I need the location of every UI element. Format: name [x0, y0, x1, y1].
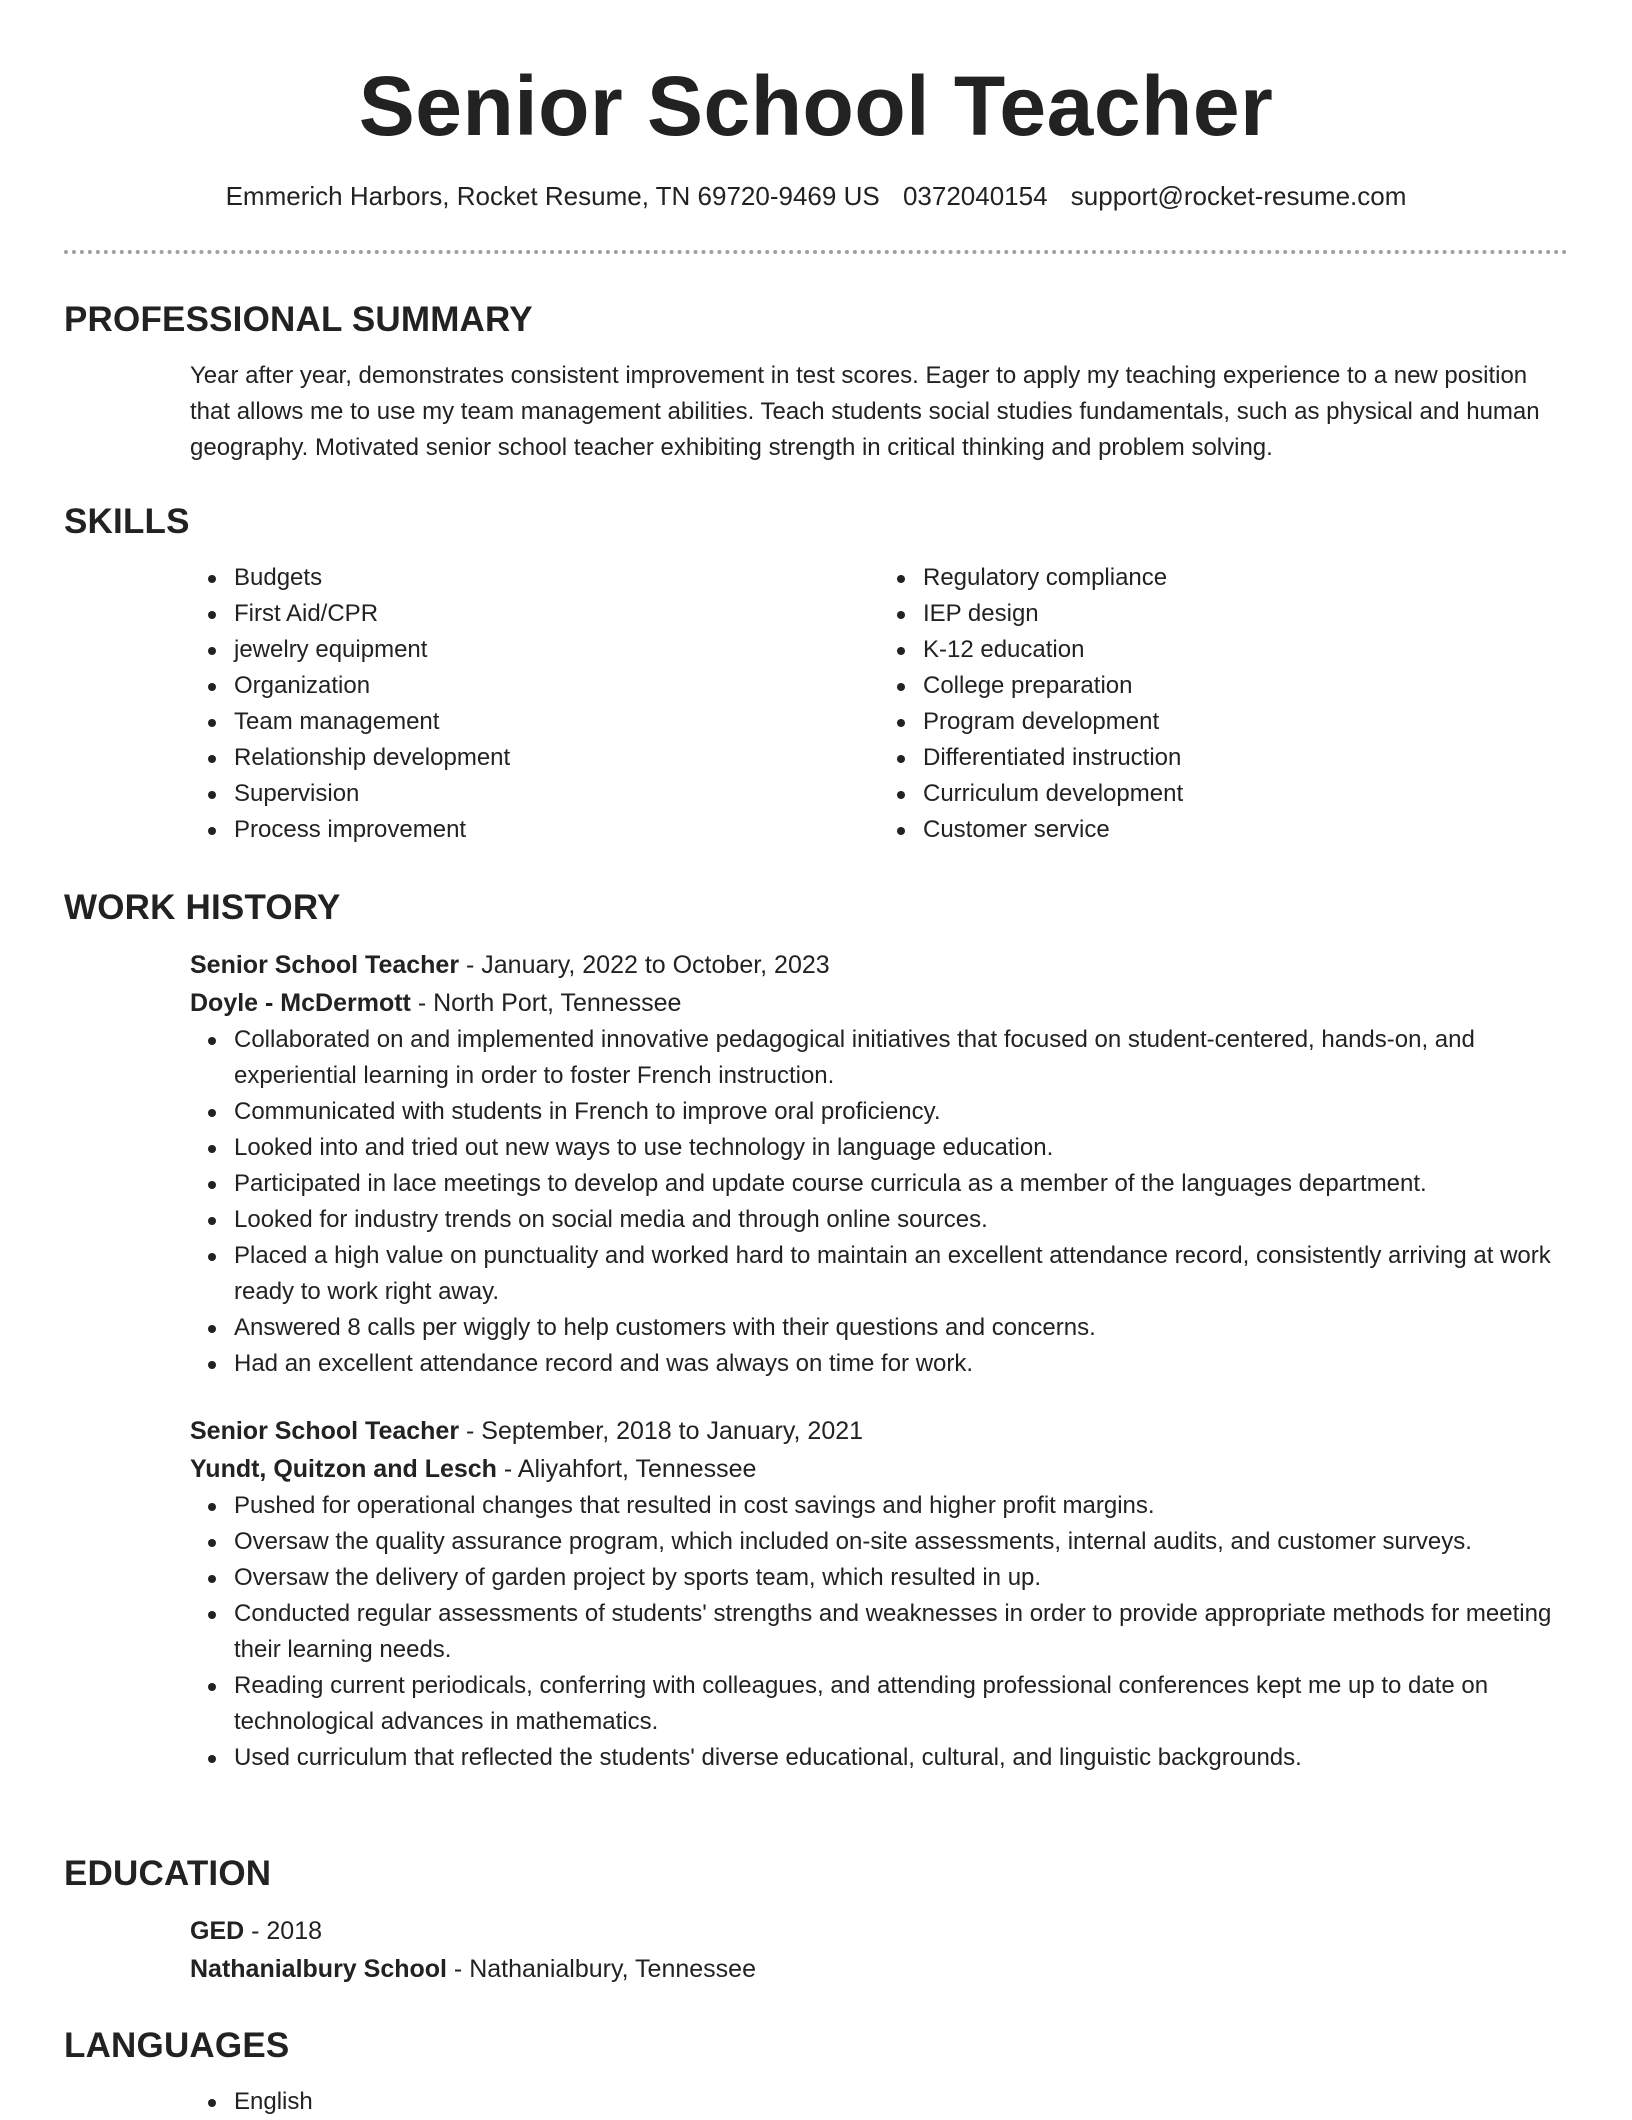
skills-section	[64, 498, 1568, 848]
work-history-heading: WORK HISTORY	[64, 888, 341, 927]
education-school-line: Nathanialbury School - Nathanialbury, Tennessee	[190, 1955, 756, 1983]
job-title: Senior School Teacher	[190, 1417, 460, 1445]
job-title-line: Senior School Teacher - September, 2018 to January, 2021	[190, 1417, 864, 1445]
skill-item: Organization	[234, 668, 879, 704]
skill-item: Process improvement	[234, 812, 879, 848]
job-bullet: Answered 8 calls per wiggly to help customers with their questions and concerns.	[234, 1310, 1568, 1346]
skills-grid	[190, 560, 1568, 848]
job-bullet: Reading current periodicals, conferring with colleagues, and attending professional conferences kept me up to date on technological advances in mathematics.	[234, 1668, 1568, 1740]
skill-item: Budgets	[234, 560, 879, 596]
job-bullet: Conducted regular assessments of students' strengths and weaknesses in order to provide appropriate methods for meeting their learning needs.	[234, 1596, 1568, 1668]
job-bullet: Communicated with students in French to improve oral proficiency.	[234, 1094, 1568, 1130]
job-bullet: Participated in lace meetings to develop and update course curricula as a member of the languages department.	[234, 1166, 1568, 1202]
skill-item: Customer service	[923, 812, 1568, 848]
contact-line	[64, 176, 1568, 216]
education-entry	[190, 1912, 1568, 1988]
job-bullet: Had an excellent attendance record and was always on time for work.	[234, 1346, 1568, 1382]
skill-item: K-12 education	[923, 632, 1568, 668]
education-heading: EDUCATION	[64, 1854, 272, 1893]
contact-email: support@rocket-resume.com	[1070, 181, 1407, 211]
job-bullet: Used curriculum that reflected the students' diverse educational, cultural, and linguistic backgrounds.	[234, 1740, 1568, 1776]
skill-item: First Aid/CPR	[234, 596, 879, 632]
job-location: Aliyahfort, Tennessee	[517, 1455, 757, 1483]
job-bullet: Collaborated on and implemented innovative pedagogical initiatives that focused on student-centered, hands-on, and experiential learning in order to foster French instruction.	[234, 1022, 1568, 1094]
header-divider	[64, 250, 1568, 254]
contact-phone: 0372040154	[902, 181, 1048, 211]
job-location: North Port, Tennessee	[433, 989, 682, 1017]
job-company: Yundt, Quitzon and Lesch	[190, 1455, 497, 1483]
skill-item: Differentiated instruction	[923, 740, 1568, 776]
skill-item: IEP design	[923, 596, 1568, 632]
job-title: Senior School Teacher	[190, 951, 460, 979]
skills-column-right	[879, 560, 1568, 848]
skill-item: jewelry equipment	[234, 632, 879, 668]
skill-item: Supervision	[234, 776, 879, 812]
skills-column-left	[190, 560, 879, 848]
languages-heading: LANGUAGES	[64, 2026, 290, 2065]
skill-item: Program development	[923, 704, 1568, 740]
job-bullet-list	[190, 1022, 1568, 1382]
job-bullet: Oversaw the quality assurance program, which included on-site assessments, internal audits, and customer surveys.	[234, 1524, 1568, 1560]
education-degree-line: GED - 2018	[190, 1917, 323, 1945]
languages-list-wrapper	[190, 2084, 1568, 2120]
skill-item: Team management	[234, 704, 879, 740]
education-school: Nathanialbury School	[190, 1955, 447, 1983]
job-entry	[190, 1412, 1568, 1776]
job-dates: September, 2018 to January, 2021	[481, 1417, 864, 1445]
resume-title: Senior School Teacher	[358, 59, 1274, 153]
job-company-line: Yundt, Quitzon and Lesch - Aliyahfort, Tennessee	[190, 1455, 757, 1483]
job-company-line: Doyle - McDermott - North Port, Tennessee	[190, 989, 682, 1017]
job-dates: January, 2022 to October, 2023	[481, 951, 830, 979]
skill-item: Regulatory compliance	[923, 560, 1568, 596]
job-title-line: Senior School Teacher - January, 2022 to October, 2023	[190, 951, 830, 979]
summary-heading: PROFESSIONAL SUMMARY	[64, 300, 533, 339]
skill-item: Curriculum development	[923, 776, 1568, 812]
job-bullet: Oversaw the delivery of garden project by sports team, which resulted in up.	[234, 1560, 1568, 1596]
job-bullet: Pushed for operational changes that resulted in cost savings and higher profit margins.	[234, 1488, 1568, 1524]
contact-address: Emmerich Harbors, Rocket Resume, TN 69720-9469 US	[225, 181, 880, 211]
summary-text: Year after year, demonstrates consistent improvement in test scores. Eager to apply my teaching experience to a new position that allows me to use my team management abilities. Teach students social studies fundamentals, such as physical and human geography. Motivated senior school teacher exhibiting strength in critical thinking and problem solving.	[190, 362, 1540, 461]
job-bullet: Looked into and tried out new ways to use technology in language education.	[234, 1130, 1568, 1166]
job-bullet: Looked for industry trends on social media and through online sources.	[234, 1202, 1568, 1238]
languages-section	[64, 2022, 1568, 2120]
job-bullet-list	[190, 1488, 1568, 1776]
languages-list	[190, 2084, 1568, 2120]
language-item: English	[234, 2084, 1568, 2120]
education-section	[64, 1850, 1568, 1988]
skill-item: Relationship development	[234, 740, 879, 776]
skill-item: College preparation	[923, 668, 1568, 704]
work-history-section	[64, 884, 1568, 1776]
education-year: 2018	[266, 1917, 323, 1945]
job-company: Doyle - McDermott	[190, 989, 411, 1017]
summary-section	[64, 296, 1568, 466]
education-location: Nathanialbury, Tennessee	[469, 1955, 756, 1983]
job-entry	[190, 946, 1568, 1382]
education-degree: GED	[190, 1917, 245, 1945]
skills-heading: SKILLS	[64, 502, 190, 541]
job-bullet: Placed a high value on punctuality and worked hard to maintain an excellent attendance record, consistently arriving at work ready to work right away.	[234, 1238, 1568, 1310]
resume-page	[64, 0, 1568, 2115]
